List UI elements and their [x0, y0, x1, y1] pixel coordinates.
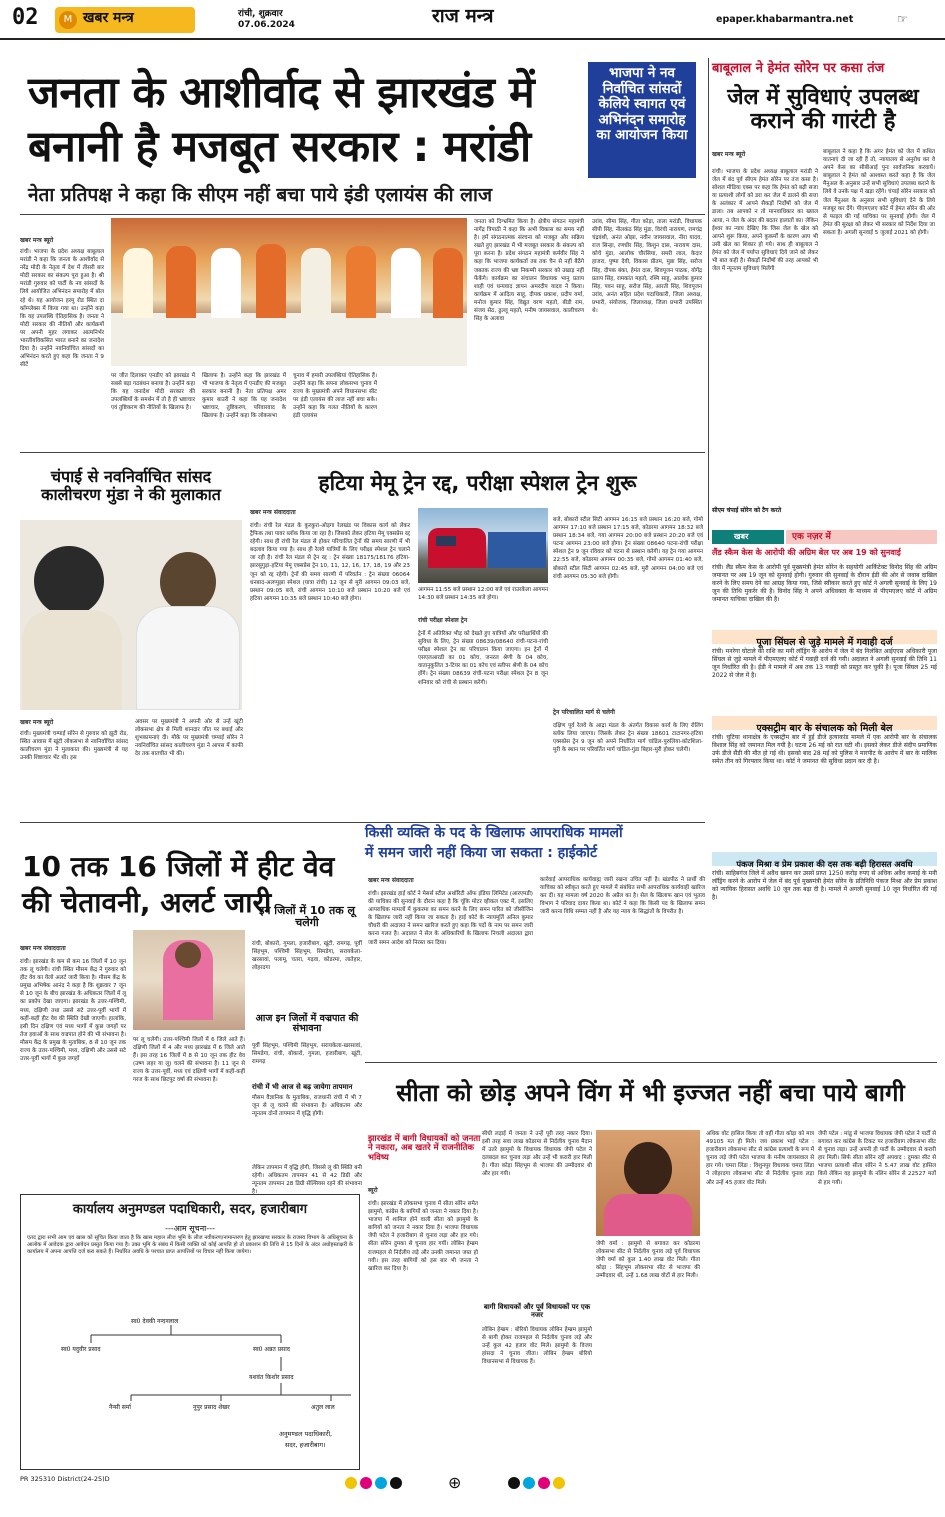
hc-col2: कार्रवाई आपराधिक कार्यवाह्म जारी रखना उचित नहीं है। खंडपीठ ने प्रार्थी की याचिका को स्वीकृत करते हुए मामले में संबंधित सभी आपराधिक कार्यवाही खारिज कर दी। यह मामला वर्ष 2020 के अप्रैल का है। सेल के खिलाफ खान एवं भूतत्व विभाग ने परिवाद दायर किया था। कोर्ट ने कहा कि किसी पद के खिलाफ समन जारी करना विधि सम्मत नहीं है और यह न्याय के सिद्धांतों के विपरीत है। [540, 877, 705, 916]
tree-l1b: स्व0 अन्नत प्रसाद [253, 1346, 290, 1353]
right-tag-line: सीएम चंपाई सोरेन को टैग करते [712, 507, 782, 514]
heat-box-headline: इन जिलों में 10 तक लू चलेगी [258, 904, 356, 930]
nazar-h4: पंकज मिश्रा व प्रेम प्रकाश की दस तक बढ़ी हिरासत अवधि [712, 852, 937, 866]
right-headline: जेल में सुविधाएं उपलब्ध कराने की गारंटी है [727, 85, 919, 135]
nazar-h1: लैंड स्कैम केस के आरोपी की अग्रिम बेल पर अब 19 को सुनवाई [712, 548, 901, 557]
tree-root: स्व0 देवकी नन्दनलाल [131, 1318, 179, 1325]
hc-headline-line1: किसी व्यक्ति के पद के खिलाफ आपराधिक मामलों [365, 825, 623, 841]
masthead [0, 0, 945, 40]
right-kicker: बाबूलाल ने हेमंत सोरेन पर कसा तंज [712, 61, 885, 76]
heat-col1: रांची। झारखंड के कम से कम 16 जिलों में 10 जून तक लू चलेगी। रांची स्थित मौसम केंद्र ने गुरुवार को हीट वेव का येलो अलर्ट जारी किया है। मौसम केंद्र के प्रमुख अभिषेक आनंद ने कहा है कि शुक्रवार 7 जून से 10 जून के बीच झारखंड के अधिकतर जिलों में लू का प्रकोप देखा जाएगा। झारखंड के उत्तर-पश्चिमी, मध्य, दक्षिणी तथा उससे सटे उत्तर-पूर्वी भागों में कहीं-कहीं हीट वेव की स्थिति देखी जाएगी। हालांकि, इसी दिन दक्षिण एवं मध्य भागों में कुछ जगहों पर तेज हवाओं के साथ वज्रपात होने की भी संभावना है। मौसम केंद्र के प्रमुख के मुताबिक, 8 से 10 जून तक राज्य के उत्तर-पश्चिमी, मध्य, दक्षिणी और उससे सटे उत्तर-पूर्वी भागों में कुछ जगहों [20, 959, 126, 1063]
notice-sign1: अनुमण्डल पदाधिकारी, [279, 1430, 333, 1438]
nazar-p4: रांची। साहिबगंज जिले में अवैध खनन कर उससे प्राप्त 1250 करोड़ रुपए से अधिक अवैध कमाई के मनी लॉड्रिंग करने के आरोप में जेल में बंद पूर्व मुख्यमंत्री हेमंत सोरेन के प्रतिनिधि पंकज मिश्रा और प्रेम प्रकाश को न्यायिक हिरासत अवधि 10 जून तक बढ़ा दी है। मामले में अगली सुनवाई 10 जून निर्धारित की गई है। [712, 870, 937, 902]
sita-side-headline: झारखंड में बागी विधायकों को जनता ने नकारा, अब खतरे में राजनीतिक भविष्य [368, 1134, 481, 1163]
tree-l2a: यशवंत किशोर प्रसाद [249, 1374, 294, 1381]
lead-byline: खबर मन्त्र ब्यूरो [20, 237, 54, 244]
page-number: 02 [12, 5, 39, 30]
sita-byline: ब्यूरो [368, 1187, 378, 1194]
brand-logo [55, 7, 195, 33]
train-subhead2: ट्रेन परिचालित मार्ग से चलेगी [553, 709, 615, 716]
lead-col4: चुनाव में हमारी उपलब्धियां ऐतिहासिक हैं। उन्होंने कहा कि सपना लोकसभा चुनाव में राज्य के मुख्यमंत्री अपने विधानसभा सीट पर इंडी एलायंस की लाज नहीं बचा सके। उन्होंने कहा कि गलत नीतियों के कारण इंडी एलायंस [293, 373, 377, 420]
notice-subtitle: ---आम सूचना--- [165, 1224, 215, 1233]
brand-name: खबर मन्त्र [83, 10, 134, 26]
heat-box2-list: पूर्वी सिंहभूम, पश्चिमी सिंहभूम, सरायकेला-खरसावां, सिमडेगा, रांची, बोकारो, गुमला, हजारीबाग, खूंटी, रामगढ़ [252, 1043, 362, 1066]
sita-subhead: बागी विधायकों और पूर्व विधायकों पर एक नजर [483, 1303, 591, 1319]
cursor-icon: ☞ [897, 12, 908, 26]
train-photo [418, 508, 548, 583]
notice-sign2: सदर, हजारीबाग। [285, 1441, 326, 1449]
lead-col6: उरांव, सीमा सिंह, गीता कोड़ा, ताला मरांडी, विधायक सीपी सिंह, नीलकंठ सिंह मुंडा, विरंची नारायण, रामचंद्र चंद्रवंशी, अनंत ओझा, नवीन जायसवाल, नीरा यादव, राज सिन्हा, रणधीर सिंह, किशुन दास, नारायण दास, कोचे मुंडा, आलोक चौरसिया, समरी लाल, केदार हाजरा, पुष्पा देवी, विकास प्रीतम, मुन्ना सिंह, सरोज सिंह, दीपक बंका, हेमंत दास, शिवपूजन पाठक, योगेंद्र प्रताप सिंह, रामकांत महतो, रश्मि साहू, आलोक कुमार सिंह, पवन साहू, सरोज सिंह, आरती सिंह, शिवपूजन उरांव, अनंत सहित प्रदेश पदाधिकारी, जिला अध्यक्ष, प्रभारी, संयोजक, जिलाध्यक्ष, जिला प्रभारी उपस्थित थे। [592, 219, 702, 315]
public-notice [20, 1194, 360, 1470]
champai-col2: अवसर पर मुख्यमंत्री ने अपनी ओर से उन्हें खूंटी लोकसभा क्षेत्र से मिली शानदार जीत पर बधाई और शुभकामनाएं दी। मौके पर मुख्यमंत्री चम्पाई सोरेन ने नवनिर्वाचित सांसद कालीचरण मुंडा ने आपस में काफी देर तक बातचीत भी की। [135, 719, 243, 758]
heat-box2-headline: आज इन जिलों में वज्रपात की संभावना [255, 1013, 359, 1035]
nazar-p2: रांची। मनरेगा घोटाले की राशि का मनी लॉड्रिंग के आरोप में जेल में बंद निलंबित आईएएस अधिकारी पूजा सिंघल से जुड़े मामले में पीएमएलए कोर्ट में गवाही दर्ज की गयी। अदालत ने अगली सुनवाई की तिथि 11 जून निर्धारित की है। ईडी ने मामले में अब तक 13 गवाही को प्रस्तुत कर चुकी है। पूजा सिंघल 25 मई 2022 से जेल में है। [712, 648, 937, 680]
champai-photo [20, 520, 242, 710]
champai-col1: रांची। मुख्यमंत्री चम्पाई सोरेन से गुरुवार को झूटी रोड, स्थित आवास में खूंटी लोकसभा से नवनिर्वाचित सांसद कालीचरण मुंडा ने मुलाकात की। मुख्यमंत्री से यह उनकी शिष्टाचार भेंट थी। इस [20, 731, 128, 762]
pr-code: PR 325310 District(24-25)D [20, 1475, 110, 1483]
train-col5: दक्षिण पूर्व रेलवे के आद्रा मंडल के अंतर्गत विकास कार्य के लिए रोलिंग ब्लॉक लिया जाएगा। जिसके लेकर ट्रेन संख्या 18601 टाटानगर-हटिया एक्सप्रेस ट्रेन 9 जून को अपने निर्धारित मार्ग चांडिल-पुरुलिया-कोटशिला-मुरी के स्थान पर परिवर्तित मार्ग चांडिल-गुंडा बिहार-मुरी होकर चलेगी। [553, 723, 703, 754]
heat-box3-headline: रांची में भी आज से बढ़ जायेगा तापमान [252, 1083, 353, 1091]
sita-col5: अधिक वोट हासिल किया तो वहीं गीता कोड़ा को मात्र 49105 मत ही मिले। जय प्रकाश भाई पटेल : हजारीबाग लोकसभा सीट से कांग्रेस प्रत्याशी के रूप में चुनाव लड़े जेपी पटेल भाजपा के मनीष जायसवाल से हार गये। चमरा लिंडा : विशुनपुर विधायक चमरा लिंडा ने लोहरदगा लोकसभा सीट से निर्दलीय चुनाव लड़ा और उन्हें 45 हजार वोट मिले। [706, 1131, 814, 1186]
tree-l1a: स्व0 यदुवीर प्रसाद [61, 1346, 101, 1353]
footer-colorbar-left [345, 1476, 405, 1490]
nazar-h3: एक्सट्रीम बार के संचालक को मिली बेल [712, 716, 937, 730]
tree-l3c: अतुल लाल [311, 1404, 335, 1411]
right-col1: रांची। भाजपा के प्रदेश अध्यक्ष बाबूलाल मरांडी ने जेल में बंद पूर्व सीएम हेमंत सोरेन पर तंज कसा है। सोशल मीडिया एक्स पर कहा कि हेमंत को बढ़ी सजा या प्रत्याशी लोगों को डरा कर जेल में डालने की सत्ता के अलंकार में आपने सैकड़ों निर्दोषों को जेल में डाला। तब आपको न तो मानवाधिकार का ख्याल आया, न जेल के अंदर की बदतर हालातों का। लेकिन ईश्वर का न्याय देखिए कि जिस जेल के खेल को आपने शुरू किया, अपने कुकर्मों के कारण आप भी उसी खेल का शिकार हो गये। साथ ही बाबूलाल ने हेमंत को जेल में पर्याप्त सुविधाएं दिये जाने को लेकर भी बात कही है। सैकड़ों निर्दोषों की तरह आपको भी जेल में न्यूनतम सुविधाएं मिलेंगी [712, 169, 818, 273]
train-col3: ट्रेनों में अतिरिक्त भीड़ को देखते हुए यात्रियों और परीक्षार्थियों की सुविधा के लिए, ट्रेन संख्या 08639/08640 रांची-पटना-रांची परीक्षा स्पेशल ट्रेन का परिचालन किया जाएगा। इन ट्रेनों में एसएलआरडी का 01 कोच, जनरल श्रेणी के 04 कोच, वातानुकूलित 3-टियर का 01 कोच एवं स्लीपर श्रेणी के 04 कोच होंगे। ट्रेन संख्या 08639 रांची-पटना परीक्षा स्पेशल ट्रेन 8 जून शनिवार को रांची से प्रस्थान करेगी। [418, 631, 548, 686]
notice-title: कार्यालय अनुमण्डल पदाधिकारी, सदर, हजारीबाग [72, 1202, 308, 1217]
right-col2: बाबूलाल ने कहा है कि अगर हेमंत को जेल में कथित यातनाएं दी जा रही हैं तो, न्यायालय से अनुरोध कर वे अपने केस का सीबीआई पुनः सार्वजनिक करवायें। बाबूलाल ने हेमंत को आश्वस्त करते कहा है कि जेल मैनुअल के अनुसार उन्हें सभी सुविधाएं उपलब्ध कराने के लिये वे उनके पक्ष में खड़ा रहेंगे। चंपाई सोरेन सरकार को जेल मैनुअल के अनुसार सभी सुविधाएं देने के लिये मजबूर कर देंगे। पीएमएलए कोर्ट में हेमंत सोरेन की ओर से फाइल की गई याचिका पर सुनवाई होगी। जेल में हेमंत की सुरक्षा को लेकर भी सरकार को निर्देश दिया जा सकता है। अगली सुनवाई 5 जुलाई 2021 को होगी। [823, 149, 935, 236]
champai-headline: चंपाई से नवनिर्वाचित सांसद कालीचरण मुंडा ने की मुलाकात [41, 467, 221, 504]
tree-l3a: नैन्सी सर्मा [109, 1404, 131, 1411]
lead-headline-line2: बनानी है मजबूत सरकार : मरांडी [28, 122, 531, 172]
brand-emblem-icon: M [59, 11, 77, 29]
heat-box3-p2: लेकिन तापमान में वृद्धि होगी, जिससे लू की स्थिति बनी रहेगी। अधिकतम तापमान 41 से 42 डिग्री और न्यूनतम तापमान 28 डिग्री सेल्सियस रहने की संभावना है। [252, 1165, 362, 1196]
lead-headline-line1: जनता के आशीर्वाद से झारखंड में [28, 68, 535, 118]
lead-photo-felicitation [111, 218, 467, 366]
sita-headline: सीता को छोड़ अपने विंग में भी इज्जत नहीं बचा पाये बागी [396, 1079, 905, 1107]
family-tree-lines [21, 1313, 359, 1423]
epaper-url[interactable]: epaper.khabarmantra.net [716, 14, 854, 25]
ek-nazar-title: एक नज़र में [786, 530, 937, 544]
heat-headline-line2: की चेतावनी, अलर्ट जारी [22, 886, 272, 919]
nazar-p3: रांची। चुटिया थानाक्षेत्र के एक्सट्रीम बार में हुई डीजे हत्याकांड मामले में एक आरोपी बार के संचालक विशाल सिंह को जमानत मिल गयी है। घटना 26 मई को रात घटी थी। इसको लेकर डीजे संदीप प्रमाणिक उर्फ डीजे सैंडी की मौत हो गई थी। इसको बाद 28 मई को पुलिस ने मारपीट के आरोप में बार के मालिक समेत तीन को गिरफ्तार किया था। कोर्ट ने जमानत की सुविधा प्रदान कर दी है। [712, 734, 937, 766]
train-col1: रांची। रांची रेल मंडल के कुरकुरा-ओड़गा रेलखंड पर विकास कार्य को लेकर ट्रैफिक तथा पावर ब्लॉक किया जा रहा है। जिसको लेकर हटिया मेमू एक्सप्रेस रद्द रहेगी। साथ ही रांची रेल मंडल से होकर परिचालित ट्रेनों की समय सारणी में भी बदलाव किया गया है। साथ ही रेलवे यात्रियों के लिए परीक्षा स्पेशल ट्रेन चलाने जा रही है। रांची रेल मंडल से ट्रेन रद्द : ट्रेन संख्या 18175/18176 हटिया-झारसुगुड़ा-हटिया मेमू एक्सप्रेस ट्रेन 10, 11, 12, 16, 17, 18, 19 और 23 जून को रद्द रहेगी। ट्रेनों की समय सारणी में परिवर्तन : ट्रेन संख्या 06064 धनबाद-अलप्पुझा स्पेशल (यात्रा रांची) 12 जून से मुरी आगमन 09:03 बजे, प्रस्थान 09:05 बजे, रांची आगमन 10:10 बजे प्रस्थान 10:20 बजे एवं हटिया आगमन 10:35 बजे प्रस्थान 10:40 बजे होगा। [250, 523, 410, 602]
heat-byline: खबर मन्त्र संवाददाता [20, 945, 66, 952]
nazar-h2: पूजा सिंघल से जुड़े मामले में गवाही दर्ज [712, 630, 937, 644]
train-byline: खबर मन्त्र संवाददाता [250, 509, 296, 516]
lead-subheadline: नेता प्रतिपक्ष ने कहा कि सीएम नहीं बचा पाये इंडी एलायंस की लाज [28, 184, 493, 206]
sita-col1: रांची। झारखंड में लोकसभा चुनाव में सीता सोरेन समेत झामुमो, कांग्रेस के बागियों को जनता ने नकार दिया है। भाजपा में शामिल होने वाली सीता को झामुमो के बागियों को जनता ने नकार दिया है। भाजपा विधायक जेपी पटेल ने हजारीबाग से चुनाव लड़ा और हार गये। सीता सोरेन दुमका से चुनाव हार गयीं। लोबिन हेम्ब्रम राजमहल से निर्दलीय लड़े और उनकी जमानत जब्त हो गयी। इस तरह बागियों को इस बार भी जनता ने खारिज कर दिया है। [368, 1201, 478, 1272]
notice-body: एतद द्वारा सभी आम एवं खास को सूचित किया जाता है कि खास महाल लीज भूमि के लीज नवीकरण/नामान्तरण हेतु झारखण्ड सरकार के राजस्व विभाग के अधिसूचना के आलोक में आवेदक द्वारा आवेदन प्रस्तुत किया गया है। उक्त भूमि के संबंध में किसी व्यक्ति को कोई आपत्ति हो तो प्रकाशन की तिथि से 15 दिनों के अंदर अधोहस्ताक्षरी के कार्यालय में अपना आपत्ति दर्ज करा सकते हैं। निर्धारित अवधि के पश्चात प्राप्त आपत्तियों पर विचार नहीं किया जायेगा। [27, 1235, 353, 1256]
lead-col1: रांची। भाजपा के प्रदेश अध्यक्ष बाबूलाल मरांडी ने कहा कि जनता के आशीर्वाद से नरेंद्र मोदी के नेतृत्व में देश में तीसरी बार मोदी सरकार का संकल्प पूरा हुआ है। श्री मरांडी गुरुवार को पार्टी के नव सांसदों के लिये आयोजित अभिनंदन समारोह में बोल रहे थे। यह आयोजन हरमू रोड स्थित दा कॉम्प्लेक्स में किया गया था। उन्होंने कहा कि यह उपलब्धि ऐतिहासिक है। जनता ने मोदी सरकार की नीतियों और कार्यक्रमों पर अपनी मुहर लगाकर आत्मनिर्भर भारतीयविकसित भारत बनाने का जनादेश दिया है। उन्होंने नवनिर्वाचित सांसदों का अभिनंदन करते हुए कहा कि जनता ने 9 सीटें [20, 249, 104, 369]
heat-box3-p1: मौसम वैज्ञानिक के मुताबिक, राजधानी रांची में भी 7 जून से लू चलने की संभावना है। अधिकतम और न्यूनतम दोनों तापमान में वृद्धि होगी। [252, 1095, 362, 1118]
ek-nazar-band [712, 530, 937, 544]
sita-photo [596, 1130, 700, 1236]
heat-col2: पर लू चलेगी। उत्तर-पश्चिमी जिलों में 6 जिले आते हैं। दक्षिणी जिलों में 4 और मध्य झारखंड में 6 जिले आते हैं। इस तरह 16 जिलों में 8 से 10 जून तक हीट वेव (उष्ण लहर या लू) चलने की संभावना है। 11 जून से राज्य के उत्तर-पूर्वी, मध्य एवं दक्षिणी भागों में कहीं-कहीं गरज के साथ छिटपुट वर्षा की संभावना है। [133, 1037, 245, 1084]
champai-byline: खबर मन्त्र ब्यूरो [20, 719, 54, 726]
lead-col2: पर जीत दिलाकर एनडीए को झारखंड में सबसे बड़ा गठबंधन बनाया है। उन्होंने कहा कि यह जनादेश मोदी सरकार की उपलब्धियों के समर्थन में तो है ही भ्रष्टाचार एवं तुष्टिकरण की नीतियों के खिलाफ है। [111, 373, 195, 412]
sita-col4: जेपी वर्मा : झामुमो से बगावत कर कोडरमा लोकसभा सीट से निर्दलीय चुनाव लड़े पूर्व विधायक जेपी वर्मा को कुल 1.40 लाख वोट मिले। गीता कोड़ा : सिंहभूम लोकसभा सीट से भाजपा की उम्मीदवार थीं, उन्हें 1.68 लाख वोटों से हार मिली। [596, 1241, 700, 1280]
hc-byline: खबर मन्त्र संवाददाता [368, 877, 414, 884]
footer-colorbar-right [508, 1476, 568, 1490]
place-day: रांची, शुक्रवार [238, 9, 283, 19]
train-headline: हटिया मेमू ट्रेन रद्द, परीक्षा स्पेशल ट्रेन शुरू [318, 471, 637, 495]
heat-box-list: रांची, बोकारो, गुमला, हजारीबाग, खूंटी, रामगढ़, पूर्वी सिंहभूम, पश्चिमी सिंहभूम, सिमडेगा, सरायकेला-खरसावां, पलामू, चतरा, गढ़वा, कोडरमा, लातेहार, लोहरदगा [252, 941, 362, 972]
lead-side-headline: भाजपा ने नव निर्वाचित सांसदों केलिये स्वागत एवं अभिनंदन समारोह का आयोजन किया [588, 62, 696, 178]
sita-col2: सीधी लड़ाई में जनता ने उन्हें पूरी तरह नकार दिया। इसी तरह सवा लाख कोडरमा से निर्दलीय चुनाव मैदान में उतरे झामुमो के विधायक विधायक जेपी पटेल ने दलबदल कर चुनाव लड़ा और उन्हें भी करारी हार मिली है। गीता कोड़ा सिंहभूम से भाजपा की उम्मीदवार थी और हार गयी। [482, 1131, 592, 1178]
registration-mark-icon: ⊕ [448, 1473, 462, 1492]
right-byline: खबर मन्त्र ब्यूरो [712, 151, 746, 158]
lead-col5: जनता को दिग्भ्रमित किया है। क्षेत्रीय संगठन महामंत्री नागेंद्र त्रिपाठी ने कहा कि अभी विकास का समय नहीं है। हमें संगठनात्मक संरचना को मजबूत और सक्रिय रखते हुए झारखंड में भी मजबूत सरकार के संकल्प को पूरा करना है। प्रदेश संगठन महामंत्री कर्मवीर सिंह ने कहा कि भाजपा कार्यकर्ता तब तक चैन से नहीं बैठेंगे जबतक राज्य की भ्रष्ट निकम्मी सरकार को उखाड़ नहीं फेंकेंगे। कार्यक्रम का संचालन विधायक भानु प्रताप शाही एवं धन्यवाद ज्ञापन अमरदीप यादव ने किया। कार्यक्रम में आदित्य साहू, दीपक प्रकाश, प्रदीप वर्मा, मनोज कुमार सिंह, विद्युत वरण महतो, बीडी राम, संजय सेठ, ढुल्लू महतो, मनीष जायसवाल, कालीचरण सिंह के अलावा [474, 219, 584, 323]
train-col2: आगमन 11:55 बजे प्रस्थान 12:00 बजे एवं राउरकेला आगमन 14:30 बजे प्रस्थान 14:35 बजे होगा। [418, 587, 548, 602]
nazar-p1: रांची। लैंड स्कैम केस के आरोपी पूर्व मुख्यमंत्री हेमंत सोरेन के सहयोगी आर्किटेक्ट विनोद सिंह की अग्रिम जमानत पर अब 19 जून को सुनवाई होगी। गुरुवार की सुनवाई के दौरान ईडी की ओर से जवाब दाखिल करने के लिए समय देने का आग्रह किया गया, जिसे स्वीकार करते हुए कोर्ट ने अगली सुनवाई के लिए 19 जून की तिथि मुकर्रर की है। विनोद सिंह ने अपने अधिवक्ता के माध्यम से पीएमएलए कोर्ट में अग्रिम जमानत याचिका दाखिल की है। [712, 564, 937, 604]
sita-col3: लोबिन हेम्ब्रम : बोरियो विधायक लोबिन हेम्ब्रम झामुमो से बागी होकर राजमहल से निर्दलीय चुनाव लड़े और उन्हें कुल 42 हजार वोट मिले। झामुमो के विजय हांसदा ने चुनाव जीता। लोबिन हेम्ब्रम बोरियो विधानसभा से विधायक हैं। [482, 1327, 592, 1366]
date: 07.06.2024 [238, 20, 295, 30]
tree-l3b: नूपुर प्रसाद शेखर [193, 1404, 230, 1411]
train-subhead: रांची परीक्षा स्पेशल ट्रेन [418, 617, 468, 624]
ek-nazar-brand: खबर [712, 530, 784, 544]
sita-col6: जेपी पटेल : मांडू से भाजपा विधायक जेपी पटेल ने पार्टी से बगावत कर कांग्रेस के टिकट पर हजारीबाग लोकसभा सीट से चुनाव लड़ा। उन्हें अपनी ही पार्टी के उम्मीदवार से करारी हार मिली। सिर्फ सीता सोरेन रहीं अपवाद : दुमका सीट से भाजपा प्रत्याशी सीता सोरेन ने 5.47 लाख वोट हासिल किये लेकिन वह झामुमो के नलिन सोरेन से 22527 मतों से हार गयी। [818, 1131, 936, 1186]
hc-col1: रांची। झारखंड हाई कोर्ट ने मेसर्स स्टील अथॉरिटी ऑफ इंडिया लिमिटेड (आरएमडी) की याचिका की सुनवाई के दौरान कहा है कि चूंकि मोटर व्हीकल एक्ट में, इसलिए आपराधिक मामलों में कुकरमा का समन करने के लिए समन पारित को जीसीजिन के खिलाफ जारी नहीं किया जा सकता है। हाई कोर्ट के न्यायमूर्ति अनिल कुमार चौधरी की अदालत ने समन खारिज करते हुए कहा कि पदों के नाम पर समन जारी करना गलत है। अदालत ने सेल के अधिकारियों के खिलाफ निचली अदालत द्वारा जारी समन आदेश को निरस्त कर दिया। [368, 891, 533, 946]
lead-col3: खिलाफ है। उन्होंने कहा कि झारखंड में भी भाजपा के नेतृत्व में एनडीए की मजबूत सरकार बनानी है। नेता प्रतिपक्ष अमर कुमार बाउरी ने कहा कि यह जनादेश भ्रष्टाचार, तुष्टिकरण, परिवारवाद के खिलाफ है। उन्होंने कहा कि लोकसभा [202, 373, 286, 420]
heat-headline-line1: 10 तक 16 जिलों में हीट वेव [22, 850, 335, 883]
hc-headline-line2: में समन जारी नहीं किया जा सकता : हाईकोर्ट [365, 845, 598, 861]
heat-photo [133, 930, 245, 1030]
section-name: राज मन्त्र [432, 5, 494, 27]
train-col4: बजे, बोकारो स्टील सिटी आगमन 16:15 बजे प्रस्थान 16:20 बजे, गोमो आगमन 17:10 बजे प्रस्थान 17:15 बजे, कोडरमा आगमन 18:32 बजे प्रस्थान 18:34 बजे, गया आगमन 20:00 बजे प्रस्थान 20:20 बजे एवं पटना आगमन 23:00 बजे होगा। ट्रेन संख्या 08640 पटना-रांची परीक्षा स्पेशल ट्रेन 9 जून रविवार को पटना से प्रस्थान करेगी। यह ट्रेन गया आगमन 22:55 बजे, कोडरमा आगमन 00:35 बजे, गोमो आगमन 01:40 बजे, बोकारो स्टील सिटी आगमन 02:45 बजे, मुरी आगमन 04:00 बजे एवं रांची आगमन 05:30 बजे होगी। [553, 517, 703, 580]
